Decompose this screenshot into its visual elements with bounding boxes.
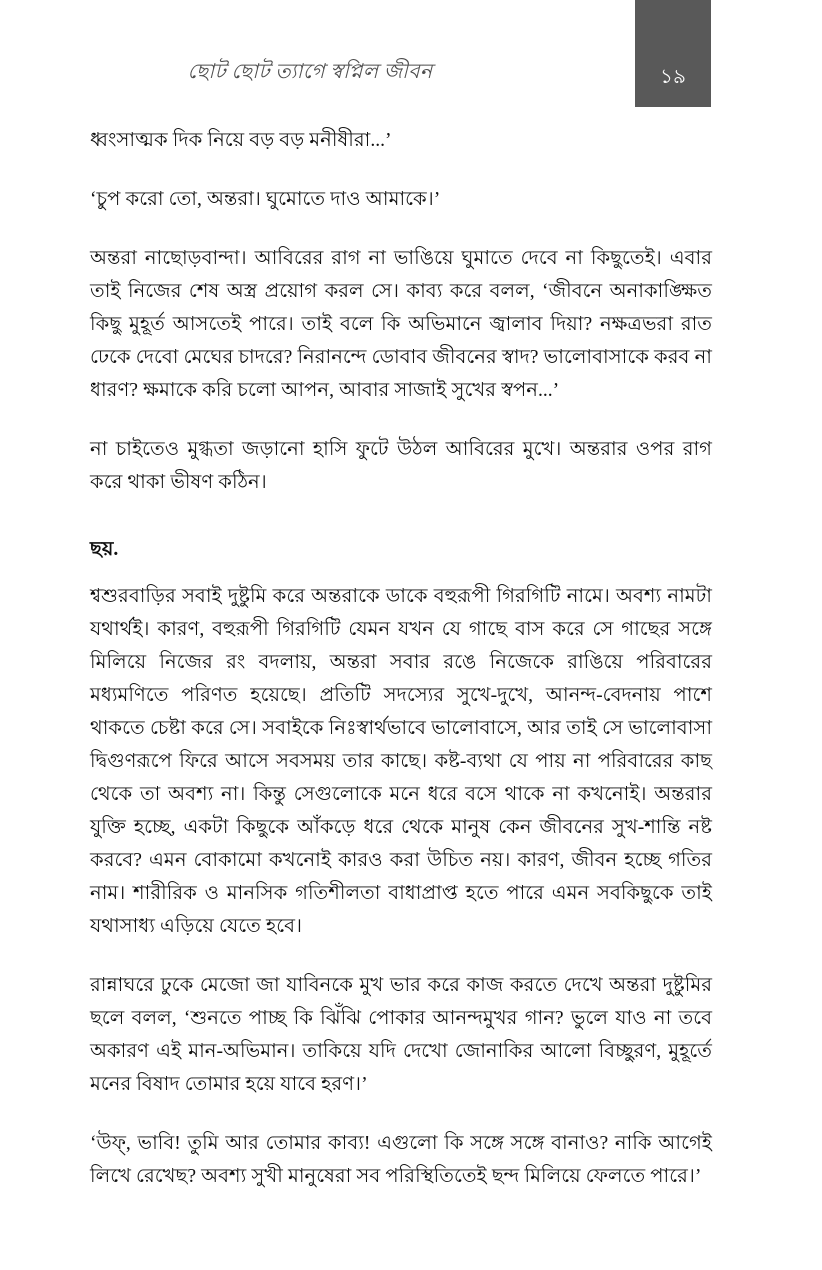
running-header <box>0 0 822 110</box>
paragraph-2: ‘চুপ করো তো, অন্তরা। ঘুমোতে দাও আমাকে।’ <box>90 189 441 210</box>
paragraph-1: ধ্বংসাত্মক দিক নিয়ে বড় বড় মনীষীরা...’ <box>90 130 392 151</box>
page-content <box>90 124 712 1219</box>
header-chapter-title: ছোট ছোট ত্যাগে স্বপ্নিল জীবন <box>187 61 433 83</box>
paragraph-6: রান্নাঘরে ঢুকে মেজো জা যাবিনকে মুখ ভার করে কাজ করতে দেখে অন্তরা দুষ্টুমির ছলে বলল, ‘শুনতে পাচ্ছ কি ঝিঁঝি পোকার আনন্দমুখর গান? ভুলে যাও না তবে অকারণ এই মান-অভিমান। তাকিয়ে যদি দেখো জোনাকির আলো বিচ্ছুরণ, মুহূর্তে মনের বিষাদ তোমার হয়ে যাবে হরণ।’ <box>90 975 712 1095</box>
page-number-box <box>635 0 711 107</box>
section-heading: ছয়. <box>90 539 119 560</box>
paragraph-4: না চাইতেও মুগ্ধতা জড়ানো হাসি ফুটে উঠল আবিরের মুখে। অন্তরার ওপর রাগ করে থাকা ভীষণ কঠিন। <box>90 439 712 493</box>
paragraph-3: অন্তরা নাছোড়বান্দা। আবিরের রাগ না ভাঙিয়ে ঘুমাতে দেবে না কিছুতেই। এবার তাই নিজের শেষ অস্ত্র প্রয়োগ করল সে। কাব্য করে বলল, ‘জীবনে অনাকাঙ্ক্ষিত কিছু মুহূর্ত আসতেই পারে। তাই বলে কি অভিমানে জ্বালাব দিয়া? নক্ষত্রভরা রাত ঢেকে দেবো মেঘের চাদরে? নিরানন্দে ডোবাব জীবনের স্বাদ? ভালোবাসাকে করব না ধারণ? ক্ষমাকে করি চলো আপন, আবার সাজাই সুখের স্বপন...’ <box>90 248 712 401</box>
paragraph-7: ‘উফ্, ভাবি! তুমি আর তোমার কাব্য! এগুলো কি সঙ্গে সঙ্গে বানাও? নাকি আগেই লিখে রেখেছ? অবশ্য সুখী মানুষেরা সব পরিস্থিতিতেই ছন্দ মিলিয়ে ফেলতে পারে।’ <box>90 1133 712 1187</box>
paragraph-5: শ্বশুরবাড়ির সবাই দুষ্টুমি করে অন্তরাকে ডাকে বহুরূপী গিরগিটি নামে। অবশ্য নামটা যথার্থই। কারণ, বহুরূপী গিরগিটি যেমন যখন যে গাছে বাস করে সে গাছের সঙ্গে মিলিয়ে নিজের রং বদলায়, অন্তরা সবার রঙে নিজেকে রাঙিয়ে পরিবারের মধ্যমণিতে পরিণত হয়েছে। প্রতিটি সদস্যের সুখে-দুখে, আনন্দ-বেদনায় পাশে থাকতে চেষ্টা করে সে। সবাইকে নিঃস্বার্থভাবে ভালোবাসে, আর তাই সে ভালোবাসা দ্বিগুণরূপে ফিরে আসে সবসময় তার কাছে। কষ্ট-ব্যথা যে পায় না পরিবারের কাছ থেকে তা অবশ্য না। কিন্তু সেগুলোকে মনে ধরে বসে থাকে না কখনোই। অন্তরার যুক্তি হচ্ছে, একটা কিছুকে আঁকড়ে ধরে থেকে মানুষ কেন জীবনের সুখ-শান্তি নষ্ট করবে? এমন বোকামো কখনোই কারও করা উচিত নয়। কারণ, জীবন হচ্ছে গতির নাম। শারীরিক ও মানসিক গতিশীলতা বাধাপ্রাপ্ত হতে পারে এমন সবকিছুকে তাই যথাসাধ্য এড়িয়ে যেতে হবে। <box>90 586 712 937</box>
page-number: ১৯ <box>660 66 686 88</box>
